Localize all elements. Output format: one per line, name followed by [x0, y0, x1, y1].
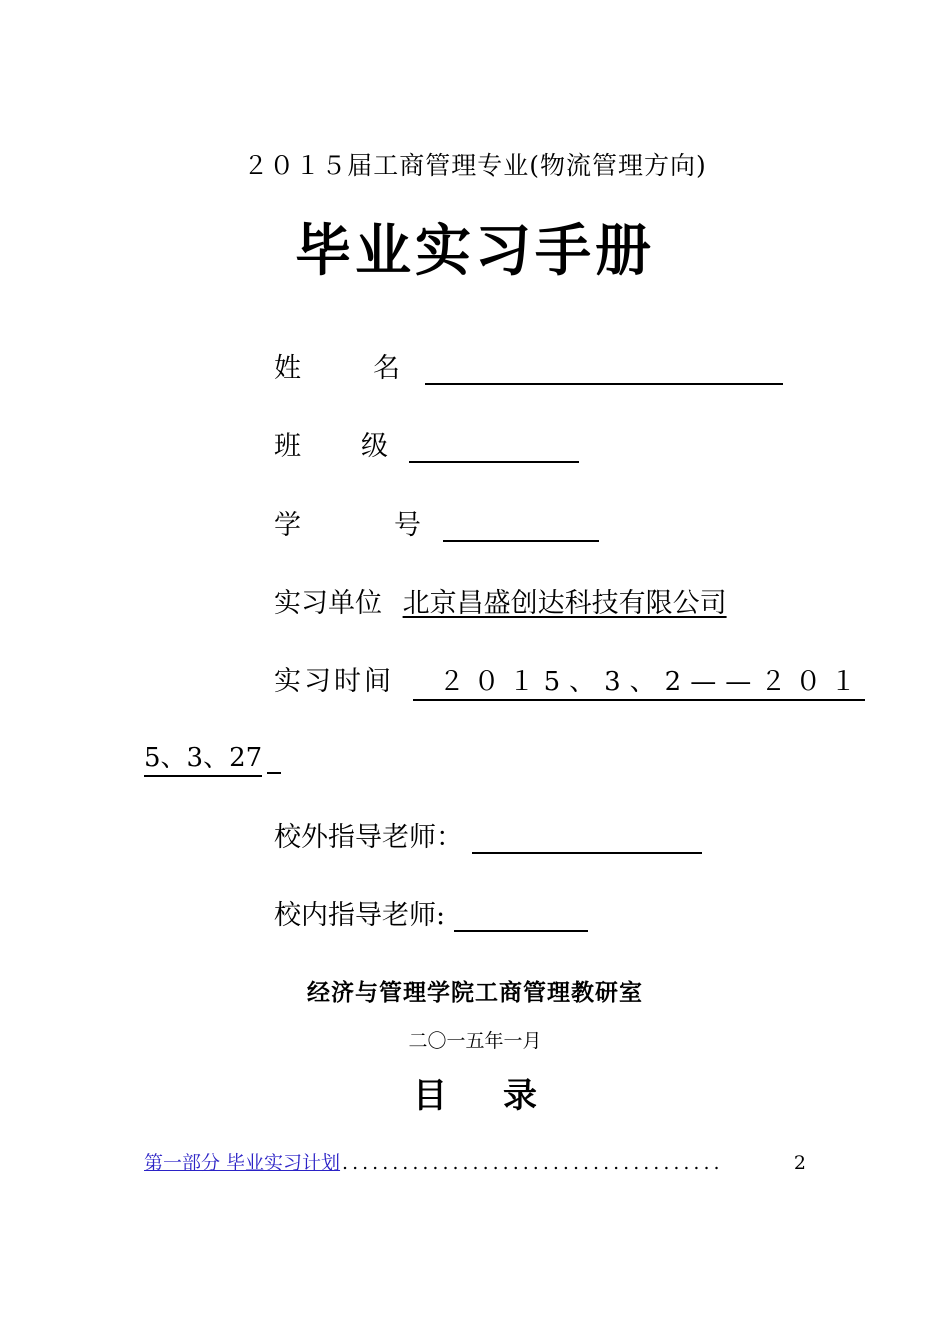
internal-advisor-blank-line[interactable]	[454, 900, 588, 932]
period-value-line1: ２０１5、3、2——２０１	[413, 667, 866, 701]
toc-entry-page-number: 2	[793, 1152, 806, 1174]
name-field-row	[274, 346, 783, 385]
document-subtitle: ２０１５届工商管理专业(物流管理方向)	[243, 151, 707, 180]
company-label: 实习单位	[274, 588, 382, 619]
toc-entry-leader-dots: ......................................	[342, 1152, 724, 1174]
toc-heading-left: 目	[413, 1076, 447, 1116]
document-date: 二〇一五年一月	[408, 1030, 542, 1052]
toc-entry-link[interactable]: 第一部分 毕业实习计划	[144, 1152, 341, 1174]
document-title: 毕业实习手册	[295, 219, 655, 284]
department-name: 经济与管理学院工商管理教研室	[307, 979, 643, 1006]
company-value: 北京昌盛创达科技有限公司	[402, 588, 727, 619]
external-advisor-row	[274, 815, 702, 854]
name-label: 姓 名	[274, 353, 406, 384]
external-advisor-blank-line[interactable]	[472, 822, 702, 854]
external-advisor-label: 校外指导老师：	[274, 822, 463, 853]
class-field-row	[274, 424, 579, 463]
internal-advisor-label: 校内指导老师:	[274, 900, 446, 931]
period-blank-tail	[267, 748, 281, 774]
student-id-label: 学 号	[274, 510, 424, 541]
toc-entry	[144, 1148, 806, 1175]
internal-advisor-row	[274, 893, 588, 932]
period-label: 实习时间	[274, 666, 394, 697]
toc-heading	[0, 1068, 950, 1117]
company-field-row	[274, 581, 727, 620]
class-blank-line[interactable]	[409, 431, 579, 463]
name-blank-line[interactable]	[425, 353, 783, 385]
period-continuation-row	[144, 737, 281, 774]
student-id-field-row	[274, 503, 599, 542]
period-value-line2: 5、3、27	[144, 743, 262, 777]
period-field-row	[274, 659, 865, 698]
class-label: 班 级	[274, 431, 390, 462]
student-id-blank-line[interactable]	[443, 510, 599, 542]
toc-heading-right: 录	[503, 1076, 537, 1116]
